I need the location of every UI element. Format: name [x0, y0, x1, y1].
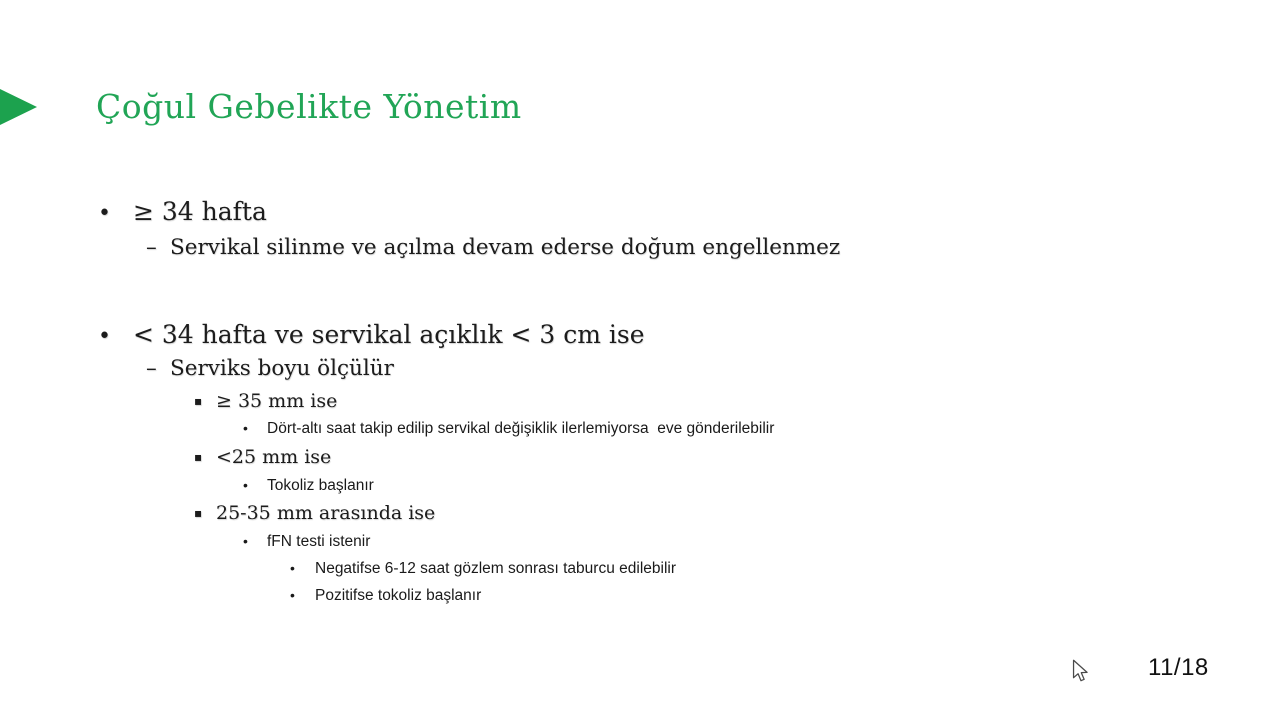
list-item-text: Serviks boyu ölçülür: [170, 356, 394, 381]
accent-triangle-icon: [0, 89, 37, 125]
page-indicator: 11/18: [1148, 654, 1209, 681]
bullet-marker: –: [146, 356, 157, 381]
list-item: [194, 502, 435, 524]
list-item-text: ≥ 35 mm ise: [216, 390, 338, 412]
list-item: [146, 356, 394, 381]
list-item: [146, 235, 840, 260]
list-item: [243, 420, 774, 438]
bullet-marker: •: [290, 587, 295, 603]
bullet-marker: ▪: [194, 394, 203, 408]
list-item: [243, 477, 374, 495]
bullet-marker: •: [243, 477, 248, 493]
list-item-text: Servikal silinme ve açılma devam ederse doğum engellenmez: [170, 235, 841, 260]
list-item-text: Dört-altı saat takip edilip servikal değişiklik ilerlemiyorsa eve gönderilebilir: [267, 420, 775, 437]
slide-title: Çoğul Gebelikte Yönetim: [96, 87, 522, 126]
list-item-text: fFN testi istenir: [267, 533, 371, 550]
bullet-marker: ▪: [194, 450, 203, 464]
mouse-cursor-icon: [1072, 659, 1089, 683]
list-item-text: ≥ 34 hafta: [133, 197, 267, 226]
bullet-marker: –: [146, 235, 157, 260]
list-item-text: <25 mm ise: [216, 446, 332, 468]
list-item: [243, 533, 370, 551]
list-item: [290, 560, 676, 578]
list-item-text: < 34 hafta ve servikal açıklık < 3 cm ise: [133, 320, 645, 349]
list-item: [98, 197, 267, 226]
list-item-text: Negatifse 6-12 saat gözlem sonrası taburcu edilebilir: [315, 560, 676, 577]
list-item: [194, 446, 331, 468]
bullet-marker: •: [243, 533, 248, 549]
list-item-text: 25-35 mm arasında ise: [216, 502, 436, 524]
bullet-marker: •: [98, 324, 111, 349]
list-item-text: Tokoliz başlanır: [267, 477, 374, 494]
list-item: [98, 320, 645, 349]
bullet-marker: •: [98, 201, 111, 226]
bullet-marker: ▪: [194, 506, 203, 520]
list-item: [194, 390, 337, 412]
list-item-text: Pozitifse tokoliz başlanır: [315, 587, 482, 604]
bullet-marker: •: [243, 420, 248, 436]
bullet-marker: •: [290, 560, 295, 576]
list-item: [290, 587, 481, 605]
